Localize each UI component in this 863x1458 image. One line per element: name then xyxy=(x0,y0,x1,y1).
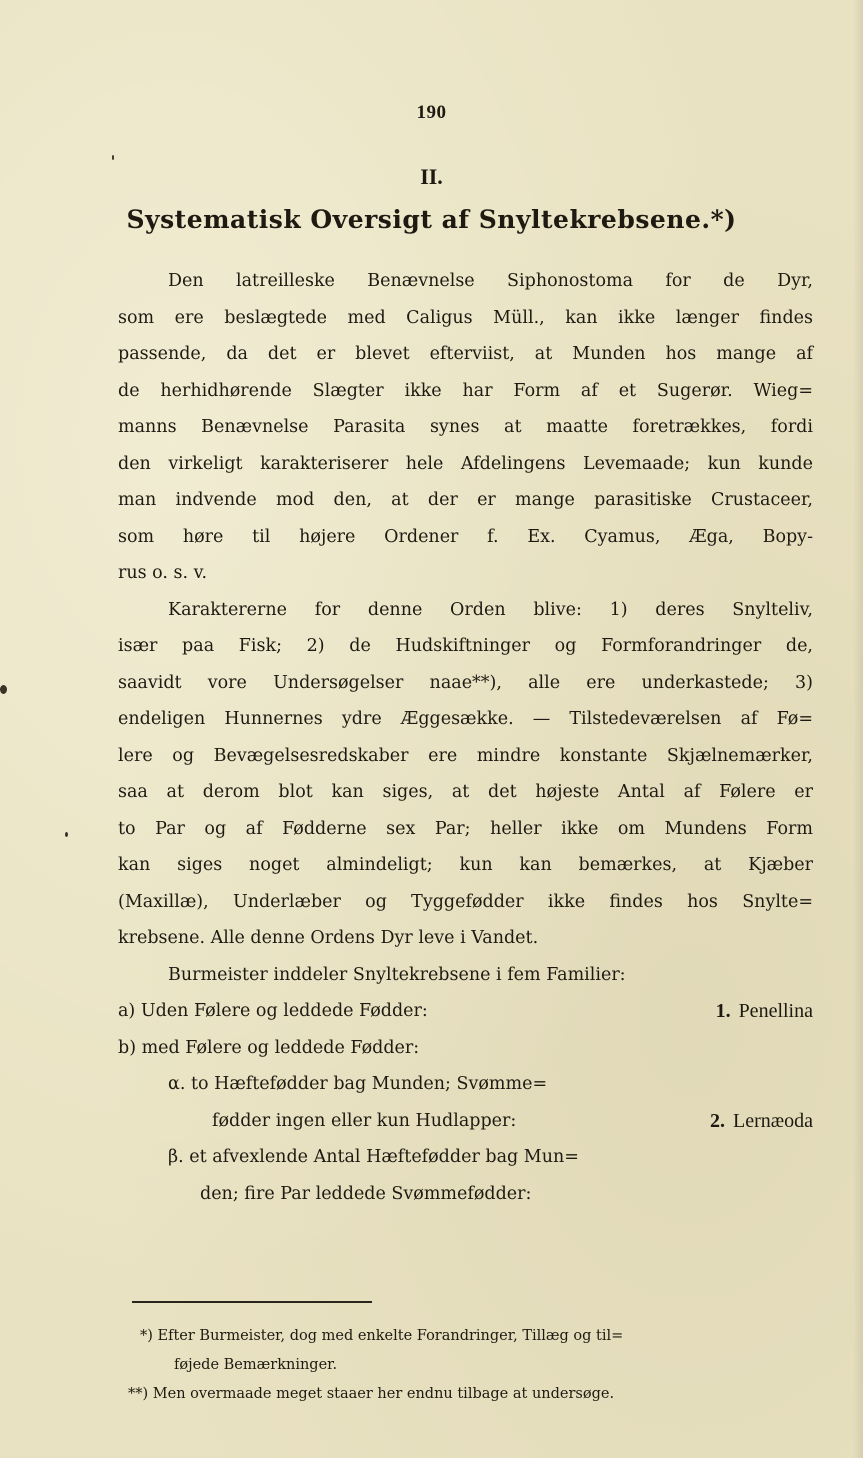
footnote-text: Efter Burmeister, dog med enkelte Forandringer, Tillæg og til= xyxy=(157,1328,624,1344)
section-numeral: II. xyxy=(420,164,443,189)
family-name xyxy=(716,993,813,1030)
footnote-marker: **) xyxy=(128,1386,149,1402)
family-number: 2. xyxy=(710,1109,726,1132)
text-line: man indvende mod den, at der er mange parasitiske Crustaceer, xyxy=(118,490,813,510)
family-name xyxy=(710,1103,813,1140)
ink-speck xyxy=(65,832,68,837)
family-description: a) Uden Følere og leddede Fødder: xyxy=(118,1001,428,1021)
subgroup-description: den; fire Par leddede Svømmefødder: xyxy=(200,1183,532,1204)
text-line: lere og Bevægelsesredskaber ere mindre konstante Skjælnemærker, xyxy=(118,745,813,766)
family-taxon: Lernæoda xyxy=(733,1109,813,1132)
text-line: de herhidhørende Slægter ikke har Form af et Sugerør. Wieg= xyxy=(118,380,813,401)
text-line: Karaktererne for denne Orden blive: 1) deres Snylteliv, xyxy=(168,599,813,620)
subgroup-alpha-line2 xyxy=(118,1103,813,1140)
page-number: 190 xyxy=(416,102,447,123)
footnote-2 xyxy=(128,1380,815,1409)
text-line: saa at derom blot kan siges, at det højeste Antal af Følere er xyxy=(118,782,813,802)
text-line: manns Benævnelse Parasita synes at maatte foretrækkes, fordi xyxy=(118,417,813,437)
text-line: den virkeligt karakteriserer hele Afdelingens Levemaade; kun kunde xyxy=(118,453,813,474)
subgroup-alpha-line1 xyxy=(118,1066,813,1103)
subgroup-description: fødder ingen eller kun Hudlapper: xyxy=(212,1110,517,1131)
footnotes xyxy=(128,1322,815,1409)
footnote-divider xyxy=(132,1301,372,1303)
text-line: saavidt vore Undersøgelser naae**), alle ere underkastede; 3) xyxy=(118,672,813,693)
subgroup-description: β. et afvexlende Antal Hæftefødder bag Mun= xyxy=(168,1147,579,1167)
family-number: 1. xyxy=(715,1000,731,1022)
footnote-1-continued: føjede Bemærkninger. xyxy=(174,1357,338,1373)
subgroup-beta-line1 xyxy=(118,1139,813,1176)
text-line: (Maxillæ), Underlæber og Tyggefødder ikke findes hos Snylte= xyxy=(118,891,813,912)
footnote-marker: *) xyxy=(140,1328,153,1344)
text-line: rus o. s. v. xyxy=(118,563,208,583)
text-line: krebsene. Alle denne Ordens Dyr leve i Vandet. xyxy=(118,928,539,948)
text-line: især paa Fisk; 2) de Hudskiftninger og Formforandringer de, xyxy=(118,636,813,656)
text-line: to Par og af Fødderne sex Par; heller ikke om Mundens Form xyxy=(118,818,813,839)
footnote-1 xyxy=(140,1322,815,1351)
family-row-b xyxy=(118,1030,813,1067)
text-line: som ere beslægtede med Caligus Müll., kan ikke længer findes xyxy=(118,307,813,328)
text-line: Burmeister inddeler Snyltekrebsene i fem Familier: xyxy=(168,964,626,985)
subgroup-description: α. to Hæftefødder bag Munden; Svømme= xyxy=(168,1074,548,1094)
ink-speck xyxy=(0,685,7,694)
family-taxon: Penellina xyxy=(738,1000,813,1022)
family-description: b) med Følere og leddede Fødder: xyxy=(118,1037,420,1058)
text-line: kan siges noget almindeligt; kun kan bemærkes, at Kjæber xyxy=(118,855,813,875)
text-line: endeligen Hunnernes ydre Æggesække. — Tilstedeværelsen af Fø= xyxy=(118,709,813,729)
footnote-text: Men overmaade meget staaer her endnu tilbage at undersøge. xyxy=(152,1386,615,1402)
ink-speck xyxy=(112,155,114,160)
text-line: som høre til højere Ordener f. Ex. Cyamus, Æga, Bopy- xyxy=(118,526,813,547)
text-line: passende, da det er blevet efterviist, at Munden hos mange af xyxy=(118,344,813,364)
main-text xyxy=(118,263,813,1212)
text-line: Den latreilleske Benævnelse Siphonostoma for de Dyr, xyxy=(168,271,813,291)
subgroup-beta-line2 xyxy=(118,1176,813,1213)
family-row-a xyxy=(118,993,813,1030)
section-title: Systematisk Oversigt af Snyltekrebsene.*) xyxy=(126,205,737,234)
